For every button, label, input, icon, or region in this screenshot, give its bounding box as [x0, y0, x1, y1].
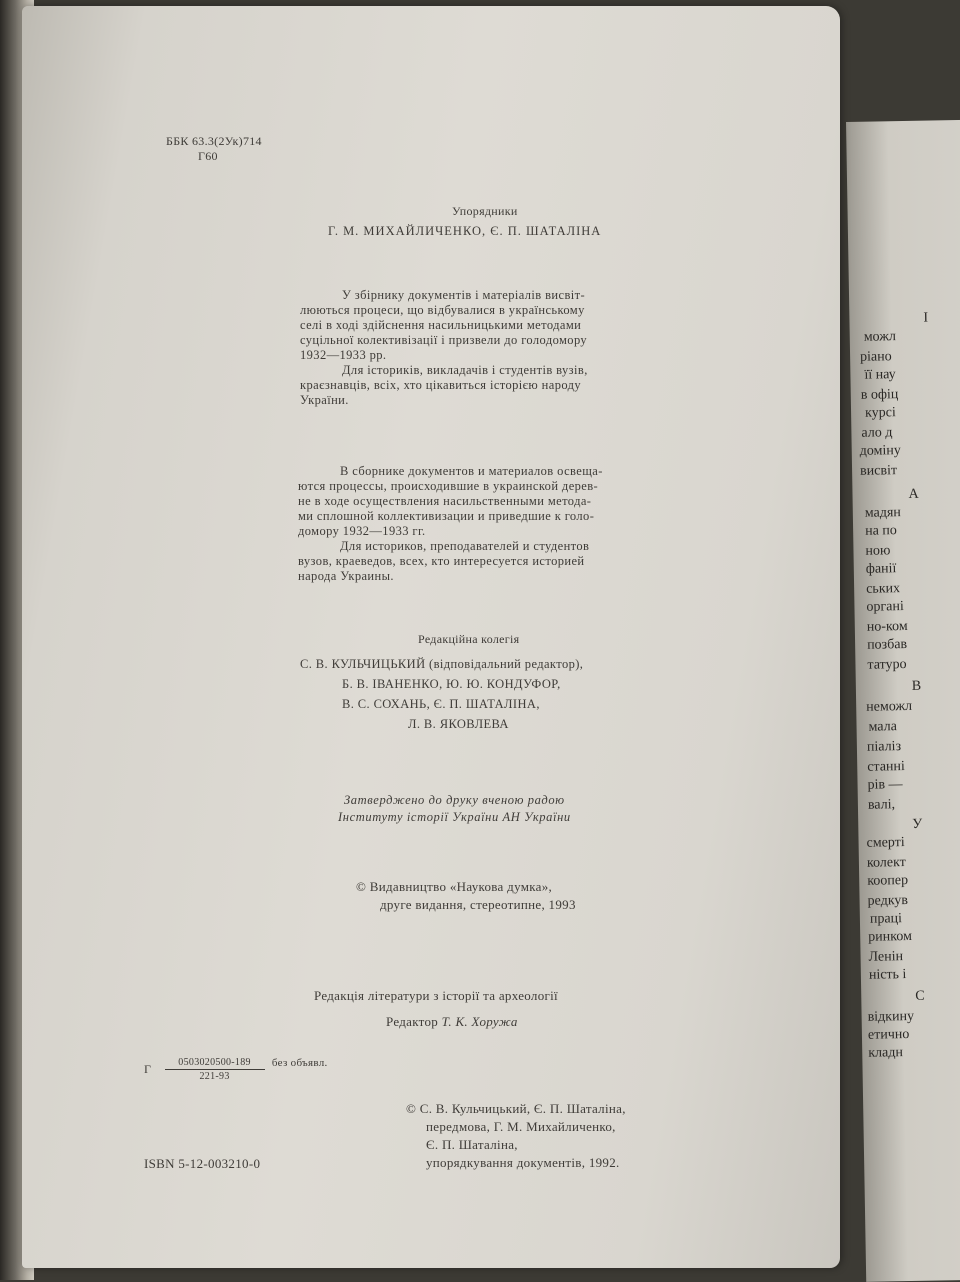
adjacent-page-fragment: кладн [868, 1045, 904, 1061]
bbk-line-1: ББК 63.3(2Ук)714 [166, 134, 262, 148]
adjacent-page-fragment: курсі [864, 405, 896, 421]
compilers-heading: Упорядники [452, 204, 518, 218]
annotation-ua-line: селі в ході здійснення насильницькими методами [300, 318, 582, 332]
copyright-line: упорядкування документів, 1992. [426, 1155, 620, 1170]
adjacent-page-fragment: в офіц [860, 387, 899, 403]
annotation-ru-line: домору 1932—1933 гг. [298, 524, 426, 538]
annotation-ukrainian [300, 288, 588, 408]
adjacent-page-fragment: мала [868, 719, 898, 735]
adjacent-page-fragment: І [923, 310, 929, 326]
adjacent-page-fragment: ало д [861, 425, 893, 441]
bbk-code [166, 134, 262, 164]
annotation-ru-line: ми сплошной коллективизации и приведшие к голо- [298, 509, 595, 523]
annotation-ua-line: У збірнику документів і матеріалів висвіт- [342, 288, 586, 302]
adjacent-page-fragment: станні [867, 759, 905, 775]
annotation-ru-line: вузов, краеведов, всех, кто интересуется историей [298, 554, 585, 568]
annotation-russian [298, 464, 603, 584]
adjacent-page-fragment: праці [869, 911, 903, 927]
editor-credit [386, 1014, 518, 1030]
adjacent-page-fragment: мадян [864, 505, 902, 521]
publisher-line-2: друге видання, стереотипне, 1993 [380, 897, 576, 912]
index-numerator: 0503020500-189 [178, 1057, 251, 1068]
adjacent-page-fragment: коопер [867, 873, 909, 889]
authors-copyright [406, 1100, 626, 1172]
index-note: без объявл. [271, 1056, 328, 1069]
adjacent-page-fragment: колект [866, 855, 906, 871]
annotation-ua-line: України. [300, 393, 349, 407]
index-denominator: 221-93 [199, 1071, 230, 1082]
adjacent-page-fragment: ною [865, 543, 891, 559]
bbk-line-2: Г60 [198, 149, 218, 163]
book-page [22, 6, 840, 1268]
index-prefix: Г [144, 1062, 152, 1076]
adjacent-page-fragment: ність і [868, 967, 907, 983]
editor-name: Т. К. Хоружа [441, 1014, 518, 1029]
copyright-line: © С. В. Кульчицький, Є. П. Шаталіна, [406, 1101, 626, 1116]
editor-label: Редактор [386, 1014, 439, 1029]
adjacent-page-fragment: її нау [864, 367, 896, 383]
copyright-line: Є. П. Шаталіна, [426, 1137, 518, 1152]
adjacent-page-fragment: А [908, 486, 919, 502]
adjacent-page-fragment: рів — [867, 777, 903, 793]
approval-line-1: Затверджено до друку вченою радою [344, 793, 565, 807]
editorial-board-members [300, 654, 583, 734]
adjacent-page-fragment: татуро [867, 657, 907, 673]
adjacent-page-fragment: ринком [868, 928, 913, 945]
editorial-board-heading: Редакційна колегія [418, 632, 520, 646]
index-fraction [165, 1056, 265, 1083]
adjacent-page-fragment: ських [866, 581, 901, 597]
adjacent-page-fragment: В [911, 678, 922, 694]
editorial-board-line: В. С. СОХАНЬ, Є. П. ШАТАЛІНА, [342, 697, 540, 711]
adjacent-page-fragment: етично [867, 1027, 910, 1043]
adjacent-page-fragment: доміну [859, 443, 901, 459]
adjacent-page-fragment: органі [866, 599, 904, 615]
annotation-ua-line: Для істориків, викладачів і студентів вузів, [342, 363, 588, 377]
adjacent-page-fragment: висвіт [859, 463, 898, 479]
annotation-ru-line: В сборнике документов и материалов освеща- [340, 464, 603, 478]
isbn: ISBN 5-12-003210-0 [144, 1156, 261, 1171]
adjacent-page-fragment: піаліз [866, 739, 902, 755]
editorial-office: Редакція літератури з історії та археології [314, 988, 558, 1003]
publication-index [144, 1056, 328, 1083]
copyright-line: передмова, Г. М. Михайличенко, [426, 1119, 616, 1134]
publisher-line-1: © Видавництво «Наукова думка», [356, 879, 553, 894]
editorial-board-line: Б. В. ІВАНЕНКО, Ю. Ю. КОНДУФОР, [342, 677, 561, 691]
editorial-board-line: Л. В. ЯКОВЛЕВА [408, 717, 509, 731]
adjacent-page-fragment: валі, [867, 797, 896, 813]
adjacent-page-fragment: С [915, 988, 925, 1004]
adjacent-page-fragment: неможл [866, 698, 913, 715]
annotation-ru-line: ются процессы, происходившие в украинской дерев- [298, 479, 599, 493]
adjacent-page-fragment: но-ком [866, 619, 908, 635]
adjacent-page-fragment: смерті [866, 835, 905, 851]
annotation-ua-line: люються процеси, що відбувалися в українському [300, 303, 585, 317]
adjacent-page-fragment: позбав [867, 637, 908, 653]
compilers-names: Г. М. МИХАЙЛИЧЕНКО, Є. П. ШАТАЛІНА [328, 224, 602, 238]
adjacent-page-fragment: фанії [865, 561, 897, 577]
adjacent-page-fragment: відкину [867, 1008, 915, 1025]
adjacent-page-fragment: Ленін [868, 949, 904, 965]
annotation-ru-line: Для историков, преподавателей и студентов [340, 539, 590, 553]
adjacent-page-fragment: У [912, 816, 923, 832]
annotation-ua-line: 1932—1933 рр. [300, 348, 387, 362]
annotation-ua-line: краєзнавців, всіх, хто цікавиться історією народу [300, 378, 582, 392]
approval-line-2: Інституту історії України АН України [338, 810, 571, 824]
approval-note [338, 792, 571, 826]
adjacent-page-fragment: ріано [859, 349, 892, 365]
annotation-ru-line: не в ходе осуществления насильственными методa- [298, 494, 592, 508]
adjacent-page-fragment: редкув [867, 893, 909, 909]
publisher-copyright [356, 878, 576, 914]
annotation-ua-line: суцільної колективізації і призвели до голодомору [300, 333, 588, 347]
annotation-ru-line: народа Украины. [298, 569, 394, 583]
adjacent-page-fragment: на по [865, 523, 897, 539]
editorial-board-line: С. В. КУЛЬЧИЦЬКИЙ (відповідальний редактор), [300, 657, 584, 671]
adjacent-page-fragment: можл [863, 329, 897, 345]
adjacent-page [846, 120, 960, 1282]
